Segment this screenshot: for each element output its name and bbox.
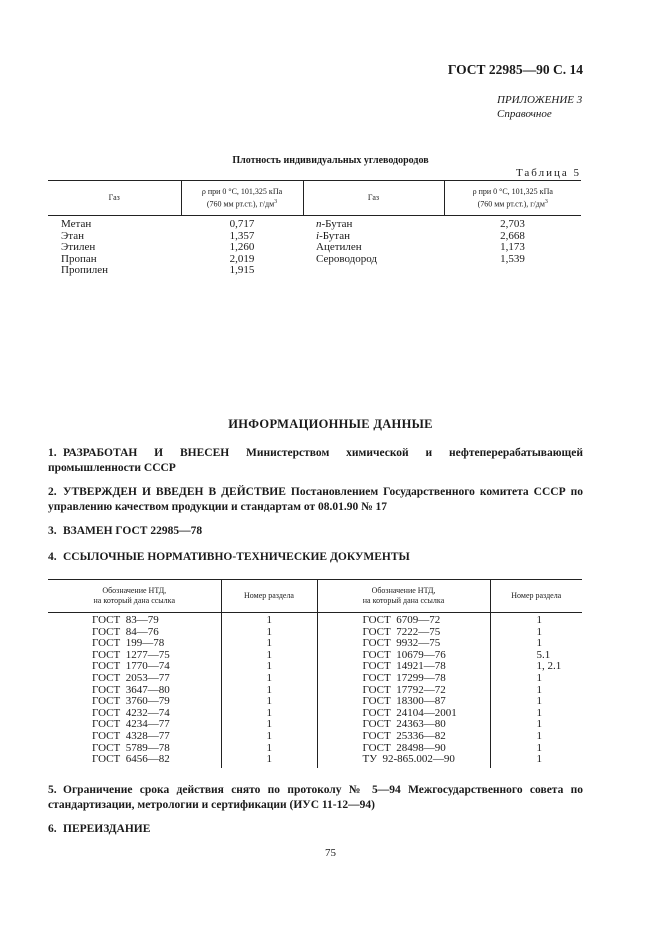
document-cell: ГОСТ 28498—90 bbox=[317, 743, 490, 755]
info-item-2: 2. УТВЕРЖДЕН И ВВЕДЕН В ДЕЙСТВИЕ Постановлением Государственного комитета СССР по управлению качеством продукции и стандартам от 08.01.90 № 17 bbox=[48, 486, 583, 513]
document-cell: ТУ 92-865.002—90 bbox=[317, 754, 490, 766]
column-header-section: Номер раздела bbox=[490, 580, 582, 613]
document-cell: ГОСТ 17299—78 bbox=[317, 673, 490, 685]
column-header-density bbox=[181, 181, 303, 216]
column-header-density-line1: ρ при 0 °С, 101,325 кПа bbox=[472, 186, 553, 196]
section-cell: 1 bbox=[490, 743, 582, 755]
density-value-cell: 1,260 bbox=[229, 241, 255, 253]
gas-name-cell: Этилен bbox=[61, 241, 96, 253]
annex-label bbox=[497, 93, 582, 121]
table-row bbox=[48, 242, 581, 254]
document-cell: ГОСТ 4232—74 bbox=[92, 706, 170, 719]
section-cell: 1 bbox=[490, 696, 582, 708]
document-cell: ГОСТ 10679—76 bbox=[317, 650, 490, 662]
document-cell: ГОСТ 24104—2001 bbox=[317, 708, 490, 720]
density-table bbox=[48, 180, 581, 277]
column-header-gas: Газ bbox=[303, 181, 444, 216]
section-cell: 1 bbox=[221, 685, 317, 697]
document-cell: ГОСТ 1277—75 bbox=[92, 648, 170, 661]
section-cell: 1 bbox=[221, 731, 317, 743]
section-cell: 1 bbox=[221, 661, 317, 673]
section-cell: 1 bbox=[490, 719, 582, 731]
gas-name-cell: Ацетилен bbox=[316, 241, 362, 253]
document-cell: ГОСТ 3760—79 bbox=[92, 695, 170, 708]
gas-name-cell: Метан bbox=[61, 218, 92, 230]
document-cell: ГОСТ 1770—74 bbox=[92, 660, 170, 673]
section-cell: 1 bbox=[221, 650, 317, 662]
table-row bbox=[48, 754, 582, 766]
document-cell: ГОСТ 5789—78 bbox=[92, 741, 170, 754]
column-header-document: Обозначение НТД, на который дана ссылка bbox=[317, 580, 490, 613]
info-item-6: 6. ПЕРЕИЗДАНИЕ bbox=[48, 823, 151, 835]
info-item-3: 3. ВЗАМЕН ГОСТ 22985—78 bbox=[48, 525, 203, 537]
section-cell: 5.1 bbox=[490, 650, 582, 662]
document-cell: ГОСТ 18300—87 bbox=[317, 696, 490, 708]
density-value-cell: 1,539 bbox=[500, 252, 525, 265]
reference-documents-table bbox=[48, 579, 582, 768]
document-cell: ГОСТ 6456—82 bbox=[92, 753, 170, 766]
density-value-cell: 2,019 bbox=[229, 252, 255, 265]
table-row bbox=[48, 265, 581, 277]
gas-name-cell bbox=[303, 265, 444, 277]
document-cell: ГОСТ 199—78 bbox=[92, 637, 165, 650]
table-row bbox=[48, 673, 582, 685]
section-cell: 1 bbox=[490, 731, 582, 743]
gas-name-cell: n-Бутан bbox=[316, 218, 353, 230]
table-row bbox=[48, 696, 582, 708]
section-cell: 1 bbox=[490, 708, 582, 720]
gas-name-cell: Пропилен bbox=[61, 264, 108, 276]
density-value-cell: 1,173 bbox=[500, 241, 525, 253]
gas-name-cell: Этан bbox=[61, 229, 84, 242]
info-item-5: 5. Ограничение срока действия снято по протоколу № 5—94 Межгосударственного совета по стандартизации, метрологии и сертификации (ИУС 11-12—94) bbox=[48, 784, 583, 811]
density-value-cell: 2,703 bbox=[500, 218, 525, 230]
table-row bbox=[48, 731, 582, 743]
section-cell: 1 bbox=[490, 685, 582, 697]
document-cell: ГОСТ 4328—77 bbox=[92, 729, 170, 742]
section-cell: 1 bbox=[490, 638, 582, 650]
density-value-cell: 0,717 bbox=[229, 218, 255, 230]
section-cell: 1 bbox=[490, 673, 582, 685]
reference-table-header bbox=[48, 580, 582, 613]
column-header-section: Номер раздела bbox=[221, 580, 317, 613]
column-header-density bbox=[444, 181, 581, 216]
document-cell: ГОСТ 4234—77 bbox=[92, 718, 170, 731]
document-cell: ГОСТ 2053—77 bbox=[92, 671, 170, 684]
column-header-document: Обозначение НТД, на который дана ссылка bbox=[93, 586, 175, 605]
section-cell: 1 bbox=[221, 615, 317, 627]
document-cell: ГОСТ 83—79 bbox=[92, 614, 159, 626]
document-cell: ГОСТ 3647—80 bbox=[92, 683, 170, 696]
table-row bbox=[48, 254, 581, 266]
column-header-density-line1: ρ при 0 °С, 101,325 кПа bbox=[201, 186, 283, 196]
column-header-density-line2: (760 мм рт.ст.), $г/дм^3$ bbox=[477, 198, 548, 209]
document-cell: ГОСТ 14921—78 bbox=[317, 661, 490, 673]
section-cell: 1 bbox=[490, 754, 582, 766]
section-cell: 1, 2.1 bbox=[490, 661, 582, 673]
document-header: ГОСТ 22985—90 С. 14 bbox=[447, 62, 583, 77]
density-table-header bbox=[48, 181, 581, 216]
density-table-body bbox=[48, 216, 581, 277]
section-cell: 1 bbox=[221, 754, 317, 766]
document-cell: ГОСТ 17792—72 bbox=[317, 685, 490, 697]
document-cell: ГОСТ 24363—80 bbox=[317, 719, 490, 731]
table-row bbox=[48, 615, 582, 627]
document-cell: ГОСТ 7222—75 bbox=[317, 627, 490, 639]
section-cell: 1 bbox=[221, 627, 317, 639]
page-number: 75 bbox=[325, 847, 336, 859]
density-value-cell bbox=[444, 265, 581, 277]
annex-title: ПРИЛОЖЕНИЕ 3 bbox=[497, 94, 583, 106]
column-header-gas: Газ bbox=[108, 193, 120, 202]
info-section-title: ИНФОРМАЦИОННЫЕ ДАННЫЕ bbox=[228, 417, 433, 431]
section-cell: 1 bbox=[221, 719, 317, 731]
density-table-title: Плотность индивидуальных углеводородов bbox=[232, 155, 429, 166]
density-value-cell: 1,357 bbox=[229, 229, 255, 242]
info-item-1: 1. РАЗРАБОТАН И ВНЕСЕН Министерством химической и нефтеперерабатывающей промышленности СССР bbox=[48, 447, 583, 474]
document-cell: ГОСТ 25336—82 bbox=[317, 731, 490, 743]
annex-subtitle: Справочное bbox=[497, 108, 552, 120]
reference-table-body bbox=[48, 613, 582, 768]
section-cell: 1 bbox=[221, 673, 317, 685]
document-cell: ГОСТ 9932—75 bbox=[317, 638, 490, 650]
gas-name-cell: i-Бутан bbox=[316, 229, 350, 242]
section-cell: 1 bbox=[221, 708, 317, 720]
document-cell: ГОСТ 6709—72 bbox=[317, 615, 490, 627]
density-table-label: Таблица 5 bbox=[515, 167, 581, 179]
section-cell: 1 bbox=[221, 696, 317, 708]
section-cell: 1 bbox=[221, 743, 317, 755]
section-cell: 1 bbox=[490, 615, 582, 627]
column-header-density-line2: (760 мм рт.ст.), $г/дм^3$ bbox=[206, 198, 278, 209]
density-value-cell: 1,915 bbox=[229, 264, 255, 276]
section-cell: 1 bbox=[490, 627, 582, 639]
info-item-4: 4. ССЫЛОЧНЫЕ НОРМАТИВНО-ТЕХНИЧЕСКИЕ ДОКУМЕНТЫ bbox=[48, 551, 410, 563]
density-value-cell: 2,668 bbox=[500, 229, 525, 242]
gas-name-cell: Сероводород bbox=[316, 252, 378, 265]
gas-name-cell: Пропан bbox=[61, 252, 97, 265]
section-cell: 1 bbox=[221, 638, 317, 650]
document-cell: ГОСТ 84—76 bbox=[92, 625, 159, 638]
table-row bbox=[48, 219, 581, 231]
